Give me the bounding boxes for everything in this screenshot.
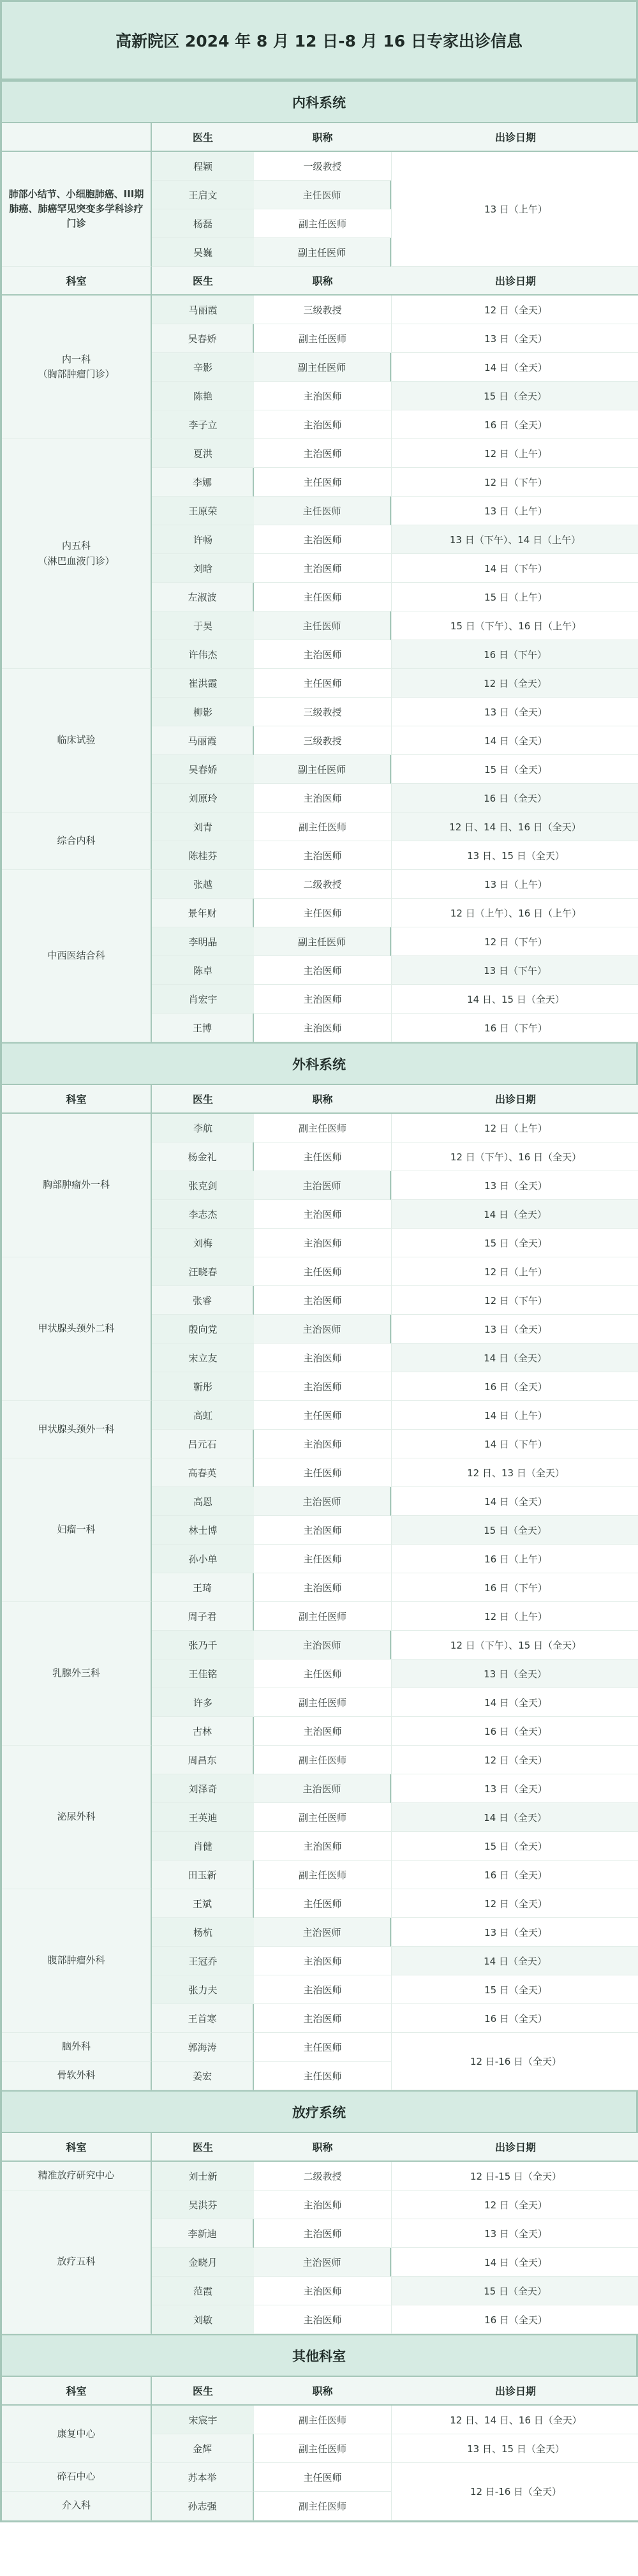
clinic-date: 12 日（全天） — [391, 669, 638, 698]
doctor-name: 刘士新 — [152, 2162, 254, 2190]
clinic-date: 14 日（全天） — [391, 1487, 638, 1516]
clinic-date: 14 日（全天） — [391, 2248, 638, 2277]
clinic-date: 13 日（下午） — [391, 956, 638, 985]
clinic-date: 12 日（下午） — [391, 468, 638, 497]
doctor-name: 孙小单 — [152, 1545, 254, 1573]
clinic-date: 12 日（上午） — [391, 439, 638, 468]
clinic-date: 13 日（全天） — [391, 1171, 638, 1200]
clinic-date: 13 日（全天） — [391, 698, 638, 726]
clinic-date: 13 日（全天） — [391, 2219, 638, 2248]
header-date: 出诊日期 — [391, 2133, 638, 2162]
doctor-name: 杨杭 — [152, 1918, 254, 1947]
header-date: 出诊日期 — [391, 123, 638, 152]
clinic-date: 16 日（全天） — [391, 784, 638, 812]
dept-cell: 乳腺外三科 — [2, 1602, 152, 1746]
clinic-date: 14 日（全天） — [391, 1344, 638, 1372]
doctor-name: 于昊 — [152, 611, 254, 640]
dept-cell: 脑外科 — [2, 2033, 152, 2062]
doctor-rank: 主治医师 — [254, 410, 391, 439]
doctor-name: 王冠乔 — [152, 1947, 254, 1975]
header-rank: 职称 — [254, 2133, 391, 2162]
doctor-rank: 主治医师 — [254, 2190, 391, 2219]
dept-cell: 泌尿外科 — [2, 1746, 152, 1889]
doctor-rank: 二级教授 — [254, 2162, 391, 2190]
dept-cell: 甲状腺头颈外二科 — [2, 1257, 152, 1401]
dept-cell: 肺部小结节、小细胞肺癌、III期肺癌、肺癌罕见突变多学科诊疗门诊 — [2, 152, 152, 267]
doctor-rank: 主任医师 — [254, 611, 391, 640]
section-title: 外科系统 — [0, 1042, 638, 1085]
doctor-rank: 三级教授 — [254, 296, 391, 324]
doctor-rank: 主治医师 — [254, 525, 391, 554]
schedule-grid — [0, 267, 638, 1042]
doctor-name: 程颖 — [152, 152, 254, 181]
doctor-name: 马丽霞 — [152, 726, 254, 755]
clinic-date: 16 日（全天） — [391, 1717, 638, 1746]
clinic-date: 16 日（全天） — [391, 2305, 638, 2334]
clinic-date: 12 日（下午）、16 日（全天） — [391, 1142, 638, 1171]
doctor-rank: 主治医师 — [254, 784, 391, 812]
doctor-rank: 主任医师 — [254, 2062, 391, 2090]
doctor-name: 周昌东 — [152, 1746, 254, 1774]
doctor-rank: 主治医师 — [254, 1918, 391, 1947]
clinic-date: 13 日（全天） — [391, 1918, 638, 1947]
doctor-name: 周子君 — [152, 1602, 254, 1631]
doctor-name: 王琦 — [152, 1573, 254, 1602]
doctor-name: 田玉新 — [152, 1861, 254, 1889]
doctor-name: 杨磊 — [152, 209, 254, 238]
clinic-date: 13 日（全天） — [391, 1659, 638, 1688]
doctor-name: 许多 — [152, 1688, 254, 1717]
doctor-name: 吴洪芬 — [152, 2190, 254, 2219]
doctor-name: 范霞 — [152, 2277, 254, 2305]
doctor-name: 孙志强 — [152, 2492, 254, 2520]
doctor-rank: 主治医师 — [254, 1947, 391, 1975]
clinic-date: 14 日（全天） — [391, 353, 638, 382]
doctor-rank: 主治医师 — [254, 1014, 391, 1042]
doctor-rank: 主任医师 — [254, 583, 391, 611]
doctor-rank: 副主任医师 — [254, 1602, 391, 1631]
header-dept: 科室 — [2, 2377, 152, 2406]
clinic-date: 13 日（上午） — [391, 497, 638, 525]
doctor-name: 刘梅 — [152, 1229, 254, 1257]
doctor-rank: 主治医师 — [254, 382, 391, 410]
clinic-date: 12 日-15 日（全天） — [391, 2162, 638, 2190]
doctor-name: 高恩 — [152, 1487, 254, 1516]
section-title: 放疗系统 — [0, 2090, 638, 2133]
dept-cell: 精准放疗研究中心 — [2, 2162, 152, 2190]
schedule-grid — [0, 2377, 638, 2522]
header-rank: 职称 — [254, 1085, 391, 1114]
doctor-rank: 主任医师 — [254, 497, 391, 525]
clinic-date: 14 日（全天） — [391, 1803, 638, 1832]
doctor-rank: 副主任医师 — [254, 755, 391, 784]
dept-cell: 综合内科 — [2, 812, 152, 870]
doctor-rank: 副主任医师 — [254, 2434, 391, 2463]
doctor-rank: 主治医师 — [254, 1832, 391, 1861]
doctor-rank: 主治医师 — [254, 2248, 391, 2277]
doctor-rank: 主任医师 — [254, 669, 391, 698]
doctor-rank: 一级教授 — [254, 152, 391, 181]
clinic-date: 12 日（下午）、15 日（全天） — [391, 1631, 638, 1659]
dept-cell: 临床试验 — [2, 669, 152, 812]
doctor-rank: 主治医师 — [254, 2004, 391, 2033]
doctor-rank: 副主任医师 — [254, 1803, 391, 1832]
doctor-name: 刘晗 — [152, 554, 254, 583]
doctor-rank: 主治医师 — [254, 554, 391, 583]
doctor-name: 辛影 — [152, 353, 254, 382]
clinic-date: 16 日（下午） — [391, 1014, 638, 1042]
clinic-date: 13 日（下午）、14 日（上午） — [391, 525, 638, 554]
doctor-rank: 主治医师 — [254, 1315, 391, 1344]
clinic-date: 15 日（全天） — [391, 1832, 638, 1861]
dept-cell: 放疗五科 — [2, 2190, 152, 2334]
doctor-rank: 副主任医师 — [254, 238, 391, 267]
clinic-date: 16 日（下午） — [391, 1573, 638, 1602]
clinic-date: 12 日（全天） — [391, 1746, 638, 1774]
doctor-name: 王原荣 — [152, 497, 254, 525]
doctor-rank: 副主任医师 — [254, 1861, 391, 1889]
doctor-rank: 副主任医师 — [254, 927, 391, 956]
clinic-date: 13 日（上午） — [391, 870, 638, 899]
doctor-name: 刘泽奇 — [152, 1774, 254, 1803]
clinic-date: 14 日（下午） — [391, 1430, 638, 1458]
doctor-rank: 主治医师 — [254, 841, 391, 870]
doctor-rank: 主治医师 — [254, 985, 391, 1014]
doctor-rank: 主治医师 — [254, 956, 391, 985]
dept-cell: 腹部肿瘤外科 — [2, 1889, 152, 2033]
header-doctor: 医生 — [152, 2133, 254, 2162]
doctor-name: 靳彤 — [152, 1372, 254, 1401]
doctor-name: 李志杰 — [152, 1200, 254, 1229]
doctor-rank: 二级教授 — [254, 870, 391, 899]
clinic-date: 15 日（全天） — [391, 2277, 638, 2305]
doctor-name: 吕元石 — [152, 1430, 254, 1458]
doctor-rank: 三级教授 — [254, 726, 391, 755]
doctor-name: 陈桂芬 — [152, 841, 254, 870]
doctor-name: 许伟杰 — [152, 640, 254, 669]
doctor-rank: 主任医师 — [254, 1545, 391, 1573]
clinic-date: 16 日（全天） — [391, 1861, 638, 1889]
doctor-rank: 主任医师 — [254, 1458, 391, 1487]
doctor-name: 肖健 — [152, 1832, 254, 1861]
header-dept: 科室 — [2, 267, 152, 296]
page-title: 高新院区 2024 年 8 月 12 日-8 月 16 日专家出诊信息 — [0, 0, 638, 80]
doctor-name: 刘青 — [152, 812, 254, 841]
clinic-date: 12 日（全天） — [391, 296, 638, 324]
doctor-rank: 主治医师 — [254, 1573, 391, 1602]
clinic-date: 12 日-16 日（全天） — [391, 2033, 638, 2090]
doctor-rank: 主任医师 — [254, 2463, 391, 2492]
clinic-date: 13 日、15 日（全天） — [391, 2434, 638, 2463]
clinic-date: 12 日（上午） — [391, 1257, 638, 1286]
doctor-name: 崔洪霞 — [152, 669, 254, 698]
doctor-rank: 副主任医师 — [254, 812, 391, 841]
clinic-date: 13 日（全天） — [391, 324, 638, 353]
clinic-date: 12 日（全天） — [391, 2190, 638, 2219]
dept-cell: 碎石中心 — [2, 2463, 152, 2492]
clinic-date: 12 日（上午） — [391, 1602, 638, 1631]
header-doctor: 医生 — [152, 1085, 254, 1114]
header-date: 出诊日期 — [391, 2377, 638, 2406]
doctor-rank: 主治医师 — [254, 640, 391, 669]
doctor-name: 景年财 — [152, 899, 254, 927]
doctor-name: 柳影 — [152, 698, 254, 726]
header-doctor: 医生 — [152, 2377, 254, 2406]
doctor-name: 左淑波 — [152, 583, 254, 611]
section-title: 内科系统 — [0, 80, 638, 123]
doctor-name: 李新迪 — [152, 2219, 254, 2248]
doctor-rank: 主治医师 — [254, 1975, 391, 2004]
doctor-rank: 副主任医师 — [254, 1746, 391, 1774]
schedule-grid — [0, 123, 638, 267]
header-dept: 科室 — [2, 1085, 152, 1114]
doctor-name: 宋立友 — [152, 1344, 254, 1372]
clinic-date: 12 日（下午） — [391, 927, 638, 956]
schedule-grid — [0, 2133, 638, 2334]
doctor-rank: 主治医师 — [254, 1171, 391, 1200]
clinic-date: 12 日、13 日（全天） — [391, 1458, 638, 1487]
clinic-date: 12 日（全天） — [391, 1889, 638, 1918]
doctor-name: 苏本举 — [152, 2463, 254, 2492]
header-doctor: 医生 — [152, 123, 254, 152]
clinic-date: 16 日（全天） — [391, 1372, 638, 1401]
dept-cell: 康复中心 — [2, 2406, 152, 2463]
clinic-date: 12 日（下午） — [391, 1286, 638, 1315]
doctor-rank: 主治医师 — [254, 1717, 391, 1746]
clinic-date: 13 日（全天） — [391, 1315, 638, 1344]
doctor-name: 张力夫 — [152, 1975, 254, 2004]
doctor-rank: 主治医师 — [254, 2305, 391, 2334]
doctor-rank: 主治医师 — [254, 1516, 391, 1545]
doctor-rank: 副主任医师 — [254, 1688, 391, 1717]
clinic-date: 14 日（下午） — [391, 554, 638, 583]
clinic-date: 15 日（全天） — [391, 755, 638, 784]
clinic-date: 14 日（全天） — [391, 1947, 638, 1975]
header-date: 出诊日期 — [391, 267, 638, 296]
clinic-date: 15 日（下午）、16 日（上午） — [391, 611, 638, 640]
header-dept-blank — [2, 123, 152, 152]
clinic-date: 13 日（上午） — [391, 152, 638, 267]
doctor-name: 汪晓春 — [152, 1257, 254, 1286]
doctor-name: 肖宏宇 — [152, 985, 254, 1014]
doctor-rank: 主任医师 — [254, 1142, 391, 1171]
header-rank: 职称 — [254, 267, 391, 296]
doctor-name: 张克剑 — [152, 1171, 254, 1200]
doctor-name: 高春英 — [152, 1458, 254, 1487]
doctor-name: 王斌 — [152, 1889, 254, 1918]
clinic-date: 16 日（上午） — [391, 1545, 638, 1573]
header-rank: 职称 — [254, 123, 391, 152]
clinic-date: 12 日、14 日、16 日（全天） — [391, 2406, 638, 2434]
clinic-date: 16 日（全天） — [391, 2004, 638, 2033]
dept-cell: 胸部肿瘤外一科 — [2, 1114, 152, 1257]
doctor-rank: 主治医师 — [254, 1372, 391, 1401]
doctor-name: 王首寒 — [152, 2004, 254, 2033]
doctor-name: 金辉 — [152, 2434, 254, 2463]
doctor-name: 李娜 — [152, 468, 254, 497]
doctor-rank: 主治医师 — [254, 1487, 391, 1516]
doctor-rank: 主治医师 — [254, 1200, 391, 1229]
clinic-date: 14 日（全天） — [391, 726, 638, 755]
dept-cell: 内五科 （淋巴血液门诊） — [2, 439, 152, 669]
doctor-rank: 主任医师 — [254, 1659, 391, 1688]
doctor-name: 吴春娇 — [152, 324, 254, 353]
doctor-rank: 主任医师 — [254, 1889, 391, 1918]
doctor-rank: 主治医师 — [254, 1774, 391, 1803]
doctor-rank: 主任医师 — [254, 899, 391, 927]
doctor-name: 王英迪 — [152, 1803, 254, 1832]
clinic-date: 13 日、15 日（全天） — [391, 841, 638, 870]
doctor-rank: 主治医师 — [254, 1229, 391, 1257]
doctor-name: 殷向党 — [152, 1315, 254, 1344]
clinic-date: 16 日（下午） — [391, 640, 638, 669]
doctor-rank: 主治医师 — [254, 1344, 391, 1372]
dept-cell: 中西医结合科 — [2, 870, 152, 1042]
clinic-date: 15 日（全天） — [391, 382, 638, 410]
clinic-date: 14 日（上午） — [391, 1401, 638, 1430]
doctor-rank: 三级教授 — [254, 698, 391, 726]
doctor-rank: 主任医师 — [254, 181, 391, 209]
clinic-date: 15 日（全天） — [391, 1229, 638, 1257]
doctor-rank: 副主任医师 — [254, 324, 391, 353]
doctor-rank: 主治医师 — [254, 2277, 391, 2305]
doctor-name: 林士博 — [152, 1516, 254, 1545]
header-dept: 科室 — [2, 2133, 152, 2162]
doctor-name: 陈卓 — [152, 956, 254, 985]
doctor-rank: 主任医师 — [254, 1401, 391, 1430]
doctor-name: 李子立 — [152, 410, 254, 439]
clinic-date: 15 日（全天） — [391, 1975, 638, 2004]
doctor-name: 金晓月 — [152, 2248, 254, 2277]
doctor-rank: 副主任医师 — [254, 2492, 391, 2520]
doctor-name: 杨金礼 — [152, 1142, 254, 1171]
doctor-name: 王博 — [152, 1014, 254, 1042]
doctor-name: 高虹 — [152, 1401, 254, 1430]
doctor-rank: 主任医师 — [254, 2033, 391, 2062]
doctor-name: 王佳铭 — [152, 1659, 254, 1688]
clinic-date: 13 日（全天） — [391, 1774, 638, 1803]
clinic-date: 14 日（全天） — [391, 1200, 638, 1229]
dept-cell: 介入科 — [2, 2492, 152, 2520]
dept-cell: 骨软外科 — [2, 2062, 152, 2090]
doctor-name: 宋宸宇 — [152, 2406, 254, 2434]
clinic-date: 14 日（全天） — [391, 1688, 638, 1717]
doctor-name: 郭海涛 — [152, 2033, 254, 2062]
clinic-date: 15 日（上午） — [391, 583, 638, 611]
clinic-date: 16 日（全天） — [391, 410, 638, 439]
section-title: 其他科室 — [0, 2334, 638, 2377]
doctor-rank: 主任医师 — [254, 468, 391, 497]
header-rank: 职称 — [254, 2377, 391, 2406]
doctor-name: 夏洪 — [152, 439, 254, 468]
doctor-name: 古林 — [152, 1717, 254, 1746]
doctor-name: 吴春娇 — [152, 755, 254, 784]
clinic-date: 12 日-16 日（全天） — [391, 2463, 638, 2520]
doctor-rank: 副主任医师 — [254, 1114, 391, 1142]
doctor-name: 马丽霞 — [152, 296, 254, 324]
doctor-rank: 主治医师 — [254, 439, 391, 468]
doctor-name: 刘原玲 — [152, 784, 254, 812]
doctor-rank: 副主任医师 — [254, 353, 391, 382]
doctor-rank: 主任医师 — [254, 1257, 391, 1286]
doctor-rank: 主治医师 — [254, 1286, 391, 1315]
doctor-name: 许畅 — [152, 525, 254, 554]
doctor-rank: 副主任医师 — [254, 2406, 391, 2434]
doctor-rank: 主治医师 — [254, 2219, 391, 2248]
dept-cell: 妇瘤一科 — [2, 1458, 152, 1602]
clinic-date: 12 日、14 日、16 日（全天） — [391, 812, 638, 841]
schedule-grid — [0, 1085, 638, 2090]
clinic-date: 12 日（上午） — [391, 1114, 638, 1142]
doctor-name: 姜宏 — [152, 2062, 254, 2090]
doctor-name: 李航 — [152, 1114, 254, 1142]
doctor-name: 张越 — [152, 870, 254, 899]
doctor-name: 陈艳 — [152, 382, 254, 410]
doctor-name: 吴巍 — [152, 238, 254, 267]
doctor-name: 李明晶 — [152, 927, 254, 956]
dept-cell: 内一科 （胸部肿瘤门诊） — [2, 296, 152, 439]
dept-cell: 甲状腺头颈外一科 — [2, 1401, 152, 1458]
schedule-content — [0, 80, 638, 2522]
doctor-name: 刘敏 — [152, 2305, 254, 2334]
doctor-name: 张睿 — [152, 1286, 254, 1315]
clinic-date: 15 日（全天） — [391, 1516, 638, 1545]
clinic-date: 12 日（上午）、16 日（上午） — [391, 899, 638, 927]
clinic-date: 14 日、15 日（全天） — [391, 985, 638, 1014]
doctor-name: 王启文 — [152, 181, 254, 209]
doctor-rank: 主治医师 — [254, 1631, 391, 1659]
doctor-rank: 主治医师 — [254, 1430, 391, 1458]
header-doctor: 医生 — [152, 267, 254, 296]
doctor-rank: 副主任医师 — [254, 209, 391, 238]
doctor-name: 张乃千 — [152, 1631, 254, 1659]
header-date: 出诊日期 — [391, 1085, 638, 1114]
